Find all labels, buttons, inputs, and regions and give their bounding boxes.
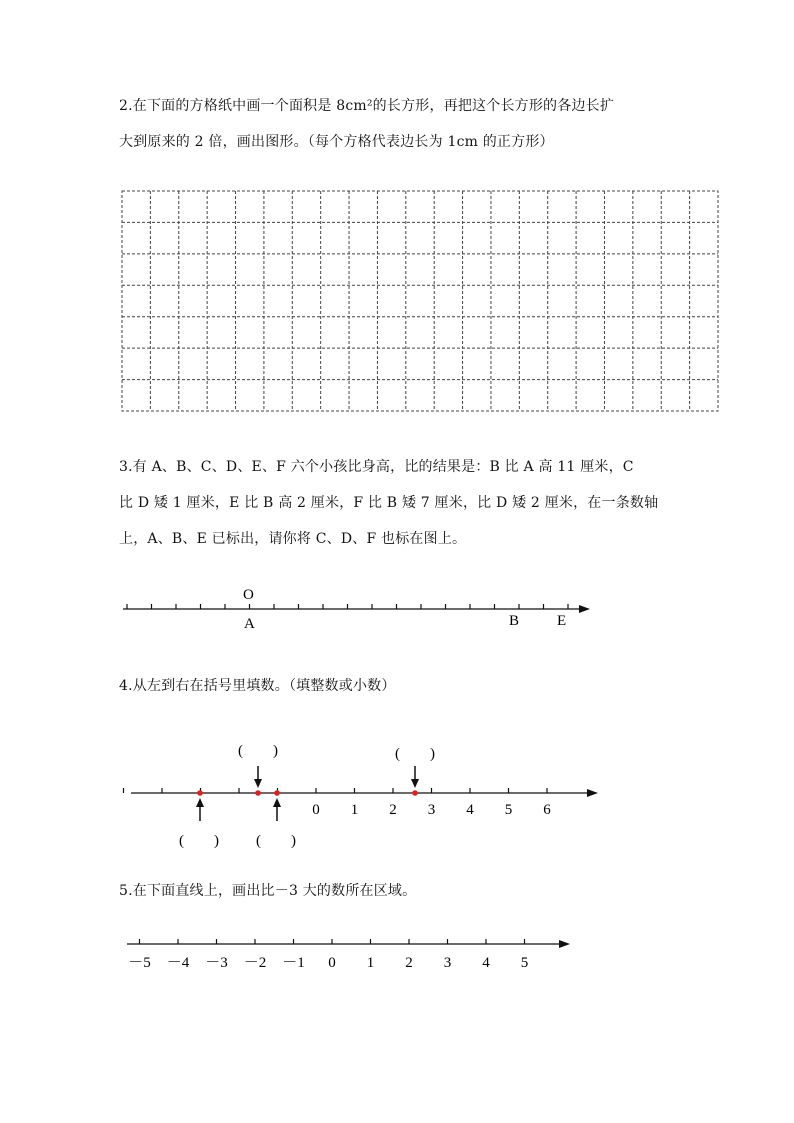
q4-number-line bbox=[0, 735, 794, 855]
q4-blank-top-1[interactable]: ( ) bbox=[238, 743, 278, 759]
q2-text-line1: 2.在下面的方格纸中画一个面积是 8cm²的长方形，再把这个长方形的各边长扩 bbox=[119, 98, 615, 114]
q4-point-3 bbox=[274, 790, 280, 796]
q5-tick-label: －2 bbox=[243, 955, 267, 971]
q4-arrow-up-1 bbox=[196, 798, 204, 821]
q4-tick-label: 4 bbox=[466, 802, 474, 818]
q4-blank-bottom-2[interactable]: ( ) bbox=[256, 833, 296, 849]
q5-tick-label: －1 bbox=[282, 955, 305, 971]
q3-label-a: A bbox=[244, 616, 255, 632]
q4-tick-label: 6 bbox=[543, 802, 551, 818]
q4-arrow-down-1 bbox=[254, 766, 262, 788]
q4-point-2 bbox=[255, 790, 261, 796]
q5-tick-label: 2 bbox=[405, 955, 413, 971]
q4-blank-bottom-1[interactable]: ( ) bbox=[179, 833, 219, 849]
q4-tick-label: 1 bbox=[350, 802, 359, 818]
q5-tick-label: 0 bbox=[328, 955, 336, 971]
q3-number-line bbox=[0, 580, 794, 640]
q4-arrow-down-2 bbox=[411, 766, 419, 788]
grid-border bbox=[122, 191, 718, 411]
q3-text-line2: 比 D 矮 1 厘米，E 比 B 高 2 厘米，F 比 B 矮 7 厘米，比 D 矮 2 厘米，在一条数轴 bbox=[119, 495, 659, 511]
q2-text-line2: 大到原来的 2 倍，画出图形。（每个方格代表边长为 1cm 的正方形） bbox=[119, 134, 554, 150]
q4-title: 4.从左到右在括号里填数。（填整数或小数） bbox=[119, 678, 396, 694]
q4-tick-label: 0 bbox=[312, 802, 320, 818]
q4-arrow-up-2 bbox=[273, 798, 281, 821]
q4-point-1 bbox=[197, 790, 203, 796]
q5-tick-label: －3 bbox=[205, 955, 228, 971]
q5-tick-label: 3 bbox=[443, 955, 452, 971]
q5-number-line bbox=[0, 930, 794, 980]
q5-tick-label: 5 bbox=[520, 955, 529, 971]
q5-tick-label: 1 bbox=[366, 955, 375, 971]
q4-tick-label: 5 bbox=[504, 802, 513, 818]
q4-tick-label: 2 bbox=[389, 802, 397, 818]
grid-paper bbox=[118, 186, 722, 416]
q5-tick-label: －4 bbox=[166, 955, 190, 971]
q3-label-o: O bbox=[243, 587, 254, 603]
q3-label-e: E bbox=[557, 613, 567, 629]
q4-tick-label: 3 bbox=[427, 802, 436, 818]
q3-text-line1: 3.有 A、B、C、D、E、F 六个小孩比身高，比的结果是：B 比 A 高 11 厘米，C bbox=[119, 459, 634, 475]
q5-tick-label: 4 bbox=[482, 955, 490, 971]
q3-label-b: B bbox=[509, 613, 520, 629]
q4-blank-top-2[interactable]: ( ) bbox=[395, 746, 435, 762]
q3-text-line3: 上，A、B、E 已标出，请你将 C、D、F 也标在图上。 bbox=[119, 531, 467, 547]
q3-axis-arrow bbox=[579, 605, 590, 613]
q5-title: 5.在下面直线上，画出比－3 大的数所在区域。 bbox=[119, 883, 417, 899]
q4-point-4 bbox=[412, 790, 418, 796]
q5-axis-arrow bbox=[559, 940, 570, 948]
q5-tick-label: －5 bbox=[128, 955, 151, 971]
q4-axis-arrow bbox=[587, 789, 598, 797]
